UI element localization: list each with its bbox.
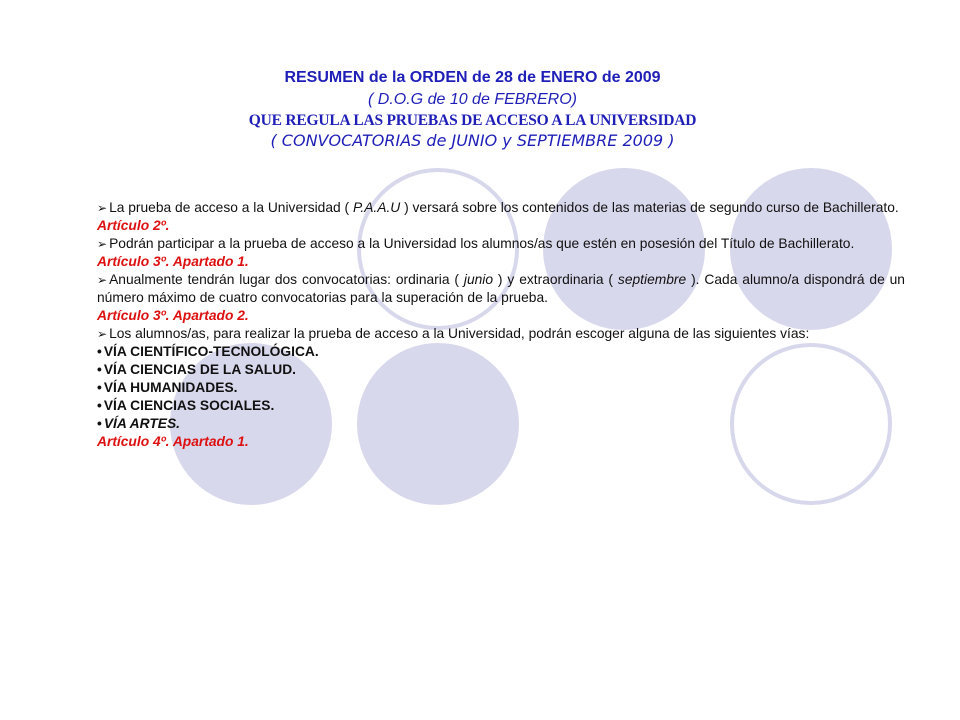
title-block: [160, 66, 785, 152]
via-label: VÍA HUMANIDADES.: [103, 380, 238, 395]
paragraph-eligibility: [97, 235, 905, 253]
summary-content: [97, 199, 905, 451]
dot-bullet-icon: •: [97, 416, 102, 431]
arrow-bullet-icon: ➢: [97, 237, 108, 251]
paragraph-convocatorias: [97, 271, 905, 307]
title-convocatorias: ( CONVOCATORIAS de JUNIO y SEPTIEMBRE 2009 ): [270, 131, 675, 150]
article-reference: Artículo 3º. Apartado 2.: [97, 308, 249, 323]
dot-bullet-icon: •: [97, 344, 102, 359]
via-item-ciencias-sociales: [97, 397, 905, 415]
via-label: VÍA ARTES.: [103, 416, 180, 431]
arrow-bullet-icon: ➢: [97, 273, 108, 287]
title-subject: QUE REGULA LAS PRUEBAS DE ACCESO A LA UNIVERSIDAD: [248, 112, 697, 129]
paragraph-text: Anualmente tendrán lugar dos convocatorias: ordinaria (: [109, 272, 464, 287]
dot-bullet-icon: •: [97, 380, 102, 395]
paragraph-text: Los alumnos/as, para realizar la prueba de acceso a la Universidad, podrán escoger alguna de las siguientes vías:: [109, 326, 810, 341]
via-label: VÍA CIENTÍFICO-TECNOLÓGICA.: [103, 344, 319, 359]
paragraph-emphasis: septiembre: [617, 272, 687, 287]
title-dog-reference: ( D.O.G de 10 de FEBRERO): [368, 91, 577, 108]
paragraph-emphasis: junio: [463, 272, 494, 287]
paragraph-text: ) versará sobre los contenidos de las materias de segundo curso de Bachillerato.: [400, 200, 899, 215]
via-label: VÍA CIENCIAS DE LA SALUD.: [103, 362, 296, 377]
via-item-ciencias-salud: [97, 361, 905, 379]
paragraph-paau: [97, 199, 905, 217]
article-reference: Artículo 3º. Apartado 1.: [97, 254, 249, 269]
paragraph-vias-intro: [97, 325, 905, 343]
via-item-humanidades: [97, 379, 905, 397]
paragraph-emphasis: P.A.A.U: [352, 200, 401, 215]
via-label: VÍA CIENCIAS SOCIALES.: [103, 398, 275, 413]
dot-bullet-icon: •: [97, 362, 102, 377]
paragraph-text: La prueba de acceso a la Universidad (: [109, 200, 353, 215]
via-item-cientifico-tecnologica: [97, 343, 905, 361]
paragraph-text: ) y extraordinaria (: [493, 272, 618, 287]
paragraph-text: Podrán participar a la prueba de acceso a la Universidad los alumnos/as que estén en posesión del Título de Bachillerato.: [109, 236, 855, 251]
page-title: RESUMEN de la ORDEN de 28 de ENERO de 2009: [284, 69, 661, 86]
dot-bullet-icon: •: [97, 398, 102, 413]
arrow-bullet-icon: ➢: [97, 327, 108, 341]
article-reference: Artículo 4º. Apartado 1.: [97, 434, 249, 449]
via-item-artes: [97, 415, 905, 433]
paragraph-text: ). Cada alumno/a dispondrá de un número máximo de cuatro convocatorias para la superación de la prueba.: [97, 272, 905, 305]
arrow-bullet-icon: ➢: [97, 201, 108, 215]
article-reference: Artículo 2º.: [97, 218, 170, 233]
